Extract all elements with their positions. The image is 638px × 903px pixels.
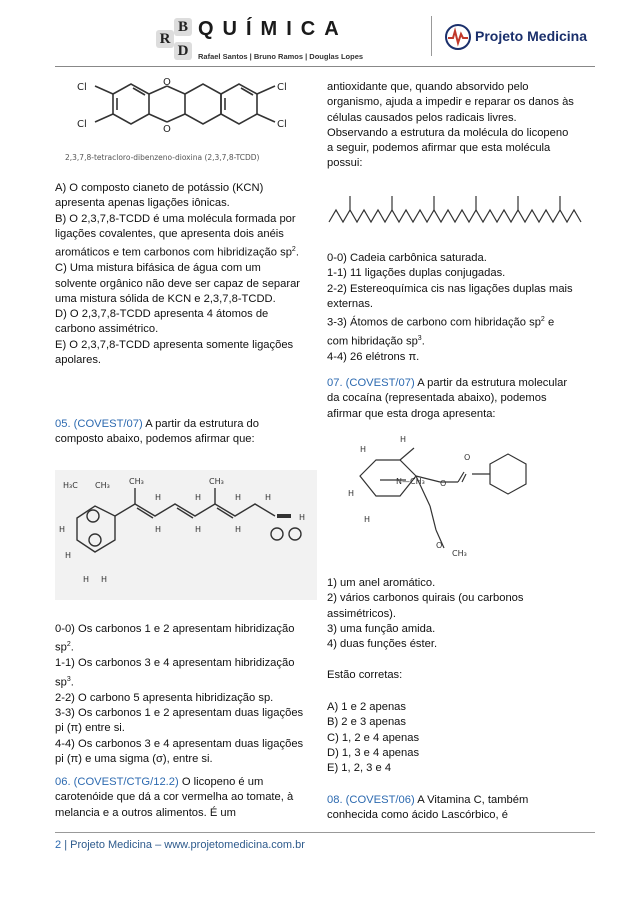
svg-text:H: H <box>360 445 367 454</box>
q07-question: Estão corretas: <box>327 669 403 681</box>
svg-text:H: H <box>155 525 162 534</box>
option-d: D) O 2,3,7,8-TCDD apresenta 4 átomos de carbono assimétrico. <box>55 308 269 336</box>
svg-text:O: O <box>464 453 471 462</box>
q08-source: (COVEST/06) <box>345 794 415 806</box>
q07-items: 1) um anel aromático. 2) vários carbonos quirais (ou carbonos assimétricos). 3) uma função amida. 4) duas funções éster. <box>327 577 524 651</box>
q07-answers: A) 1 e 2 apenas B) 2 e 3 apenas C) 1, 2 e 4 apenas D) 1, 3 e 4 apenas E) 1, 2, 3 e 4 <box>327 701 420 775</box>
logo-letter-b: B <box>174 18 192 36</box>
footer-text: | Projeto Medicina – www.projetomedicina.com.br <box>64 839 305 851</box>
q05-heading: 05. (COVEST/07) A partir da estrutura do composto abaixo, podemos afirmar que: <box>55 418 259 446</box>
q05-text: A partir da estrutura do <box>145 418 259 430</box>
tcdd-structure-image <box>55 74 312 166</box>
svg-text:H: H <box>101 575 108 584</box>
svg-text:O: O <box>436 541 443 550</box>
page-header <box>55 12 595 64</box>
option-e: E) O 2,3,7,8-TCDD apresenta somente ligações apolares. <box>55 338 294 366</box>
svg-text:CH₃: CH₃ <box>452 549 467 558</box>
q06-items: 0-0) Cadeia carbônica saturada. 1-1) 11 ligações duplas conjugadas. 2-2) Estereoquímica cis nas ligações duplas mais externas. 3-3) Átomos de carbono com hibridação $sp^2$ e com hibridação $sp^3$. 4-4) 26 elétrons π. <box>327 252 573 364</box>
dioxin-label-cl3: Cl <box>277 82 287 93</box>
medicina-heartbeat-icon <box>445 24 471 50</box>
svg-text:N—CH₃: N—CH₃ <box>396 477 425 486</box>
svg-text:H: H <box>364 515 371 524</box>
cocaine-structure-image <box>340 436 575 558</box>
q05-number: 05. <box>55 418 71 430</box>
q06-continuation: antioxidante que, quando absorvido pelo organismo, ajuda a impedir e reparar os danos às células causados pelos radicais livres. Observando a estrutura da molécula do licopeno a seguir, podemos afirmar que esta molécula possui: <box>327 81 574 170</box>
q06-heading: 06. (COVEST/CTG/12.2) O licopeno é um carotenóide que dá a cor vermelha ao tomate, à melancia e a outros alimentos. É um <box>55 776 294 819</box>
q08-heading: 08. (COVEST/06) A Vitamina C, também conhecida como ácido Lascórbico, é <box>327 794 529 822</box>
q05-items: 0-0) Os carbonos 1 e 2 apresentam hibridização $sp^2$. 1-1) Os carbonos 3 e 4 apresentam hibridização $sp^3$. 2-2) O carbono 5 apresenta hibridização sp. 3-3) Os carbonos 1 e 2 apresentam duas ligações pi (π) entre si. 4-4) Os carbonos 3 e 4 apresentam duas ligações pi (π) e uma sigma (σ), entre si. <box>55 623 304 765</box>
q06-text: O licopeno é um <box>181 776 264 788</box>
dioxin-label-cl4: Cl <box>277 119 287 130</box>
svg-text:H: H <box>235 525 242 534</box>
projeto-medicina-logo <box>445 24 595 54</box>
q06-number: 06. <box>55 776 71 788</box>
q07-source: (COVEST/07) <box>345 377 415 389</box>
svg-text:H: H <box>65 551 72 560</box>
brand-authors: Rafael Santos | Bruno Ramos | Douglas Lopes <box>198 52 364 61</box>
q06-source: (COVEST/CTG/12.2) <box>73 776 179 788</box>
page-footer <box>55 838 305 853</box>
dioxin-label-cl1: Cl <box>77 82 87 93</box>
svg-text:H: H <box>195 525 202 534</box>
brand-title: QUÍMICA <box>198 18 348 40</box>
logo-letter-r: R <box>156 30 174 48</box>
q04-options <box>55 181 312 368</box>
projeto-medicina-text: Projeto Medicina <box>475 28 588 44</box>
header-rule <box>55 66 595 67</box>
svg-text:H: H <box>195 493 202 502</box>
q07-text: A partir da estrutura molecular <box>417 377 568 389</box>
svg-text:O: O <box>440 479 447 488</box>
q05-structure-image <box>55 470 317 600</box>
svg-text:H: H <box>235 493 242 502</box>
dioxin-label-o2: O <box>163 124 171 135</box>
footer-rule <box>55 832 595 833</box>
option-c: C) Uma mistura bifásica de água com um solvente orgânico não deve ser capaz de separar uma mistura sólida de KCN e 2,3,7,8-TCDD. <box>55 262 301 305</box>
dioxin-caption: 2,3,7,8-tetracloro-dibenzeno-dioxina (2,3,7,8-TCDD) <box>65 153 260 162</box>
header-divider <box>431 16 432 56</box>
svg-text:CH₃: CH₃ <box>209 477 224 486</box>
lycopene-structure-image <box>325 188 587 248</box>
svg-text:H: H <box>299 513 306 522</box>
option-b: B) O 2,3,7,8-TCDD é uma molécula formada por ligações covalentes, que apresenta dois anéis aromáticos e tem carbonos com hibridização $sp^2$. <box>55 212 299 259</box>
svg-text:CH₃: CH₃ <box>129 477 144 486</box>
svg-text:H: H <box>83 575 90 584</box>
svg-text:H: H <box>400 436 407 444</box>
svg-text:H: H <box>348 489 355 498</box>
dioxin-label-o1: O <box>163 77 171 88</box>
q07-number: 07. <box>327 377 343 389</box>
dioxin-label-cl2: Cl <box>77 119 87 130</box>
option-a: A) O composto cianeto de potássio (KCN) apresenta apenas ligações iônicas. <box>55 182 264 210</box>
q07-heading: 07. (COVEST/07) A partir da estrutura molecular da cocaína (representada abaixo), podemos afirmar que esta droga apresenta: <box>327 377 568 420</box>
svg-text:H: H <box>265 493 272 502</box>
svg-text:H: H <box>155 493 162 502</box>
q05-source: (COVEST/07) <box>73 418 143 430</box>
q08-text: A Vitamina C, também <box>417 794 529 806</box>
logo-letter-d: D <box>174 42 192 60</box>
svg-text:H₃C: H₃C <box>63 481 78 490</box>
page-number: 2 <box>55 839 62 851</box>
q08-number: 08. <box>327 794 343 806</box>
svg-text:H: H <box>59 525 66 534</box>
svg-text:CH₃: CH₃ <box>95 481 110 490</box>
quimica-logo <box>150 18 400 62</box>
